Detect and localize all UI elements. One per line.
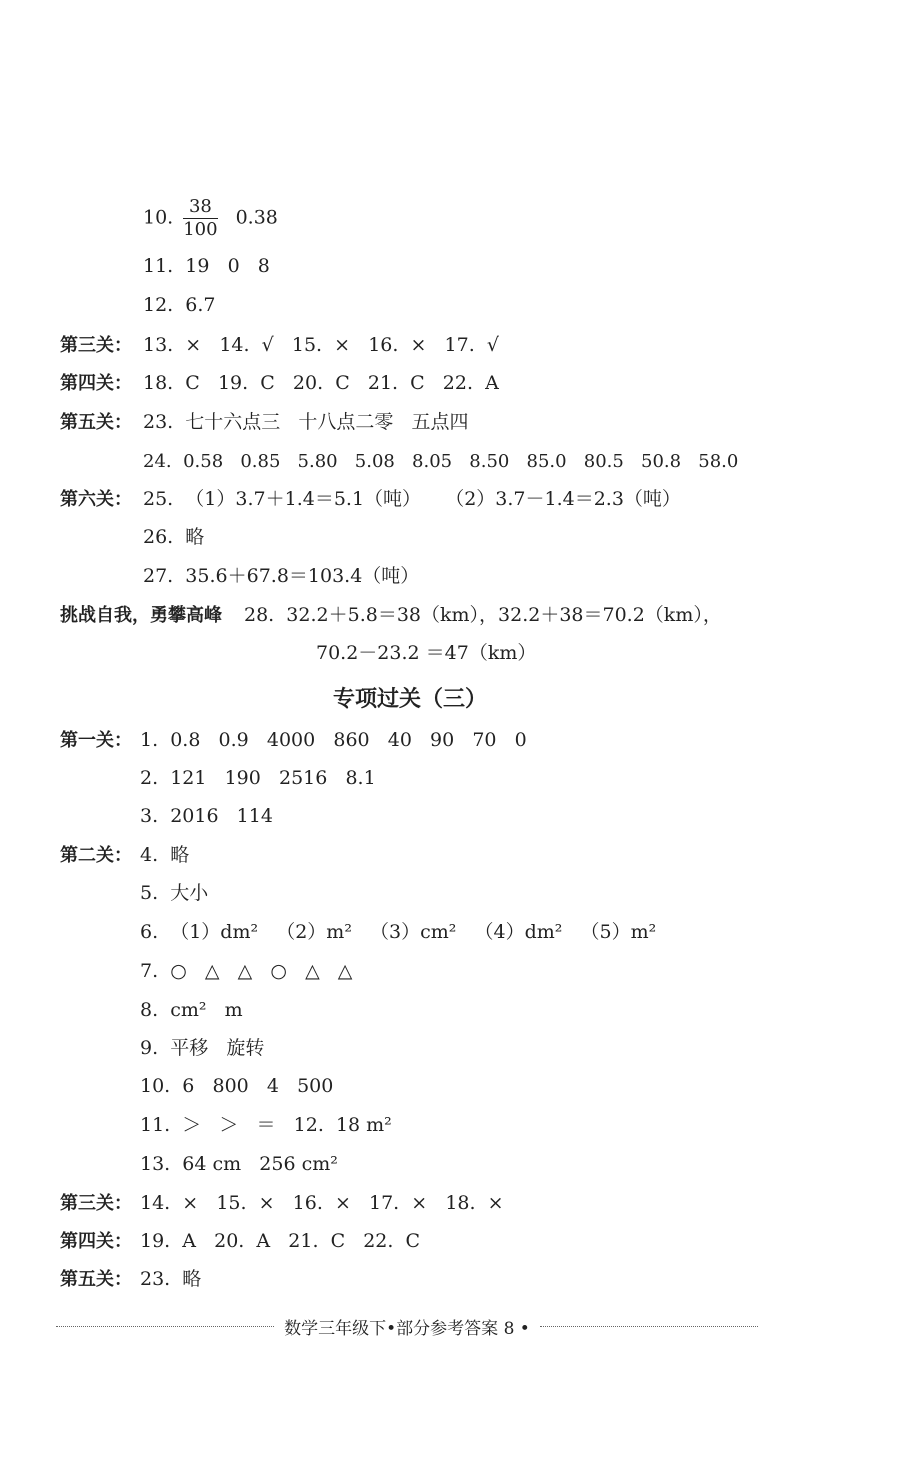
section-label: 第一关：: [60, 730, 132, 751]
answer-text: 11. ＞ ＞ ＝ 12. 18 m²: [140, 1114, 392, 1136]
answer-text: 19. A 20. A 21. C 22. C: [140, 1230, 421, 1252]
answer-text: 10. 6 800 4 500: [140, 1075, 334, 1097]
answer-text: 13. 64 cm 256 cm²: [140, 1153, 338, 1175]
answer-line: [60, 840, 189, 870]
page-footer: [56, 1312, 758, 1340]
answer-line: [60, 561, 419, 591]
section-label: 第五关：: [60, 1269, 132, 1290]
answer-text: 13. × 14. √ 15. × 16. × 17. √: [143, 334, 499, 356]
answer-text: 12. 6.7: [143, 294, 216, 316]
answer-line: [60, 1110, 392, 1140]
section-title: 专项过关（三）: [332, 687, 487, 712]
answer-line: [60, 251, 270, 281]
fraction-denominator: 100: [183, 219, 218, 240]
section-label: 第三关：: [60, 1193, 132, 1214]
answer-text: 28. 32.2＋5.8＝38（km），32.2＋38＝70.2（km），: [244, 604, 722, 626]
answer-line: [60, 725, 527, 755]
section-label: 第二关：: [60, 845, 132, 866]
answer-line: [60, 484, 681, 514]
answer-text: 4. 略: [140, 844, 190, 866]
answer-text: 7. ○ △ △ ○ △ △: [140, 960, 353, 982]
answer-line: [60, 801, 273, 831]
answer-line-10: [60, 196, 278, 240]
answer-line: [60, 1264, 201, 1294]
answer-text: 27. 35.6＋67.8＝103.4（吨）: [143, 565, 420, 587]
answer-line: [60, 407, 469, 437]
answer-line: [60, 1226, 420, 1256]
answer-text: 9. 平移 旋转: [140, 1037, 265, 1059]
answer-line: [316, 638, 536, 668]
answer-text: 14. × 15. × 16. × 17. × 18. ×: [140, 1192, 504, 1214]
answer-text: 18. C 19. C 20. C 21. C 22. A: [143, 372, 499, 394]
decimal-value: 0.38: [235, 206, 278, 229]
section-label: 第四关：: [60, 373, 132, 394]
footer-divider: [56, 1326, 274, 1327]
answer-line: [60, 1188, 504, 1218]
answer-line: [60, 1071, 333, 1101]
fraction: [183, 198, 217, 239]
answer-text: 1. 0.8 0.9 4000 860 40 90 70 0: [140, 729, 527, 751]
answer-text: 11. 19 0 8: [143, 255, 270, 277]
section-label: 第五关：: [60, 412, 132, 433]
section-label: 第三关：: [60, 335, 132, 356]
answer-line: [60, 956, 352, 986]
answer-line: [60, 917, 656, 947]
footer-divider: [540, 1326, 758, 1327]
answer-line: [60, 1033, 264, 1063]
answer-text: 8. cm² m: [140, 999, 243, 1021]
answer-line: [60, 1149, 338, 1179]
answer-text: 24. 0.58 0.85 5.80 5.08 8.05 8.50 85.0 80.5 50.8 58.0: [143, 451, 739, 472]
answer-text: 23. 七十六点三 十八点二零 五点四: [143, 411, 469, 433]
answer-text: 6. （1）dm² （2）m² （3）cm² （4）dm² （5）m²: [140, 921, 657, 943]
answer-line: [60, 600, 722, 630]
section-label: 第四关：: [60, 1231, 132, 1252]
fraction-numerator: 38: [183, 198, 217, 219]
answer-text: 25. （1）3.7＋1.4＝5.1（吨） （2）3.7－1.4＝2.3（吨）: [143, 488, 681, 510]
answer-text: 2. 121 190 2516 8.1: [140, 767, 376, 789]
answer-line: [60, 290, 216, 320]
answer-text: 3. 2016 114: [140, 805, 273, 827]
answer-text: 26. 略: [143, 526, 205, 548]
answer-line: [60, 446, 738, 476]
answer-line: [60, 763, 376, 793]
answer-text: 23. 略: [140, 1268, 202, 1290]
question-number: 10.: [143, 206, 174, 229]
answer-line: [60, 878, 208, 908]
answer-line: [60, 330, 499, 360]
answer-text: 5. 大小: [140, 882, 209, 904]
answer-text: 70.2－23.2 ＝47（km）: [316, 642, 537, 664]
answer-line: [60, 368, 499, 398]
section-label: 挑战自我，勇攀高峰: [60, 605, 222, 626]
answer-line: [60, 522, 204, 552]
answer-line: [60, 995, 243, 1025]
section-label: 第六关：: [60, 489, 132, 510]
footer-text: 数学三年级下•部分参考答案 8 •: [284, 1318, 530, 1339]
